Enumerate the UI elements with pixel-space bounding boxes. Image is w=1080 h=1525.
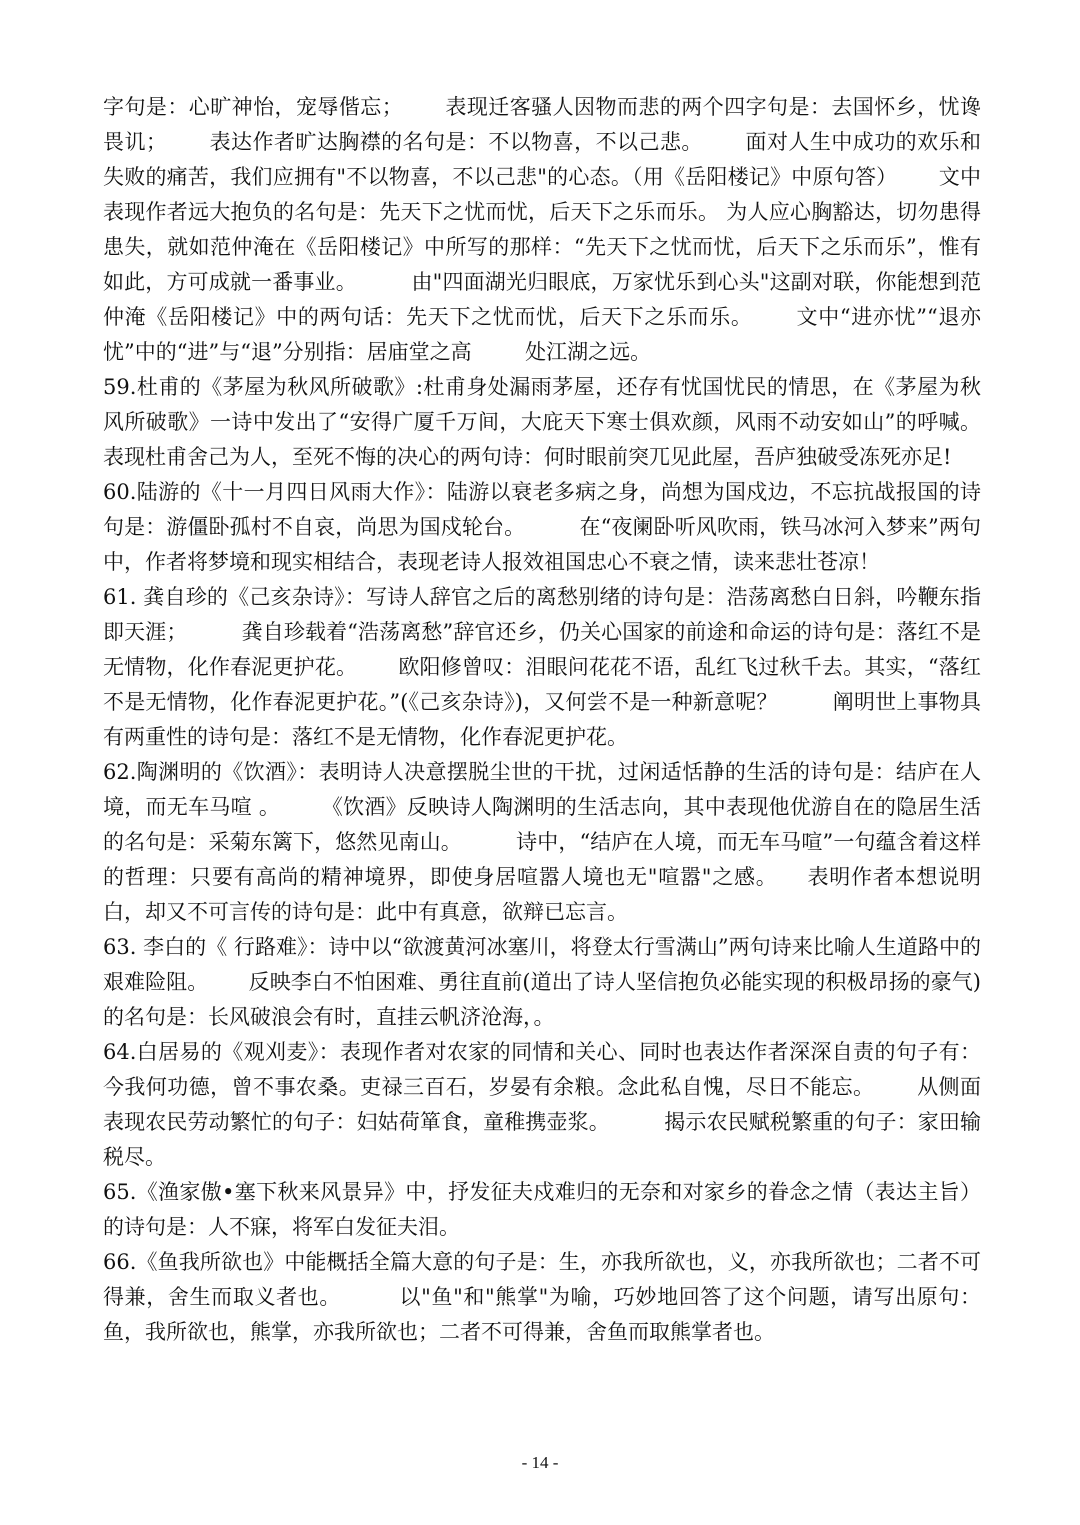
paragraph-64-bai-juyi: 64.白居易的《观刈麦》：表现作者对农家的同情和关心、同时也表达作者深深自责的句子有：今我何功德，曾不事农桑。吏禄三百石，岁晏有余粮。念此私自愧，尽日不能忘。 从侧面表现农民劳动繁忙的句子：妇姑荷箪食，童稚携壶浆。 揭示农民赋税繁重的句子：家田输税尽。 — [103, 1040, 981, 1169]
paragraph-62-tao-yuanming: 62.陶渊明的《饮酒》：表明诗人决意摆脱尘世的干扰，过闲适恬静的生活的诗句是：结庐在人境，而无车马喧 。 《饮酒》反映诗人陶渊明的生活志向，其中表现他优游自在的隐居生活的名句是：采菊东篱下，悠然见南山。 诗中，“结庐在人境，而无车马喧”一句蕴含着这样的哲理：只要有高尚的精神境界，即使身居喧嚣人境也无"喧嚣"之感。 表明作者本想说明白，却又不可言传的诗句是：此中有真意，欲辩已忘言。 — [103, 760, 981, 924]
paragraph-59-du-fu: 59.杜甫的《茅屋为秋风所破歌》:杜甫身处漏雨茅屋，还存有忧国忧民的情思，在《茅屋为秋风所破歌》一诗中发出了“安得广厦千万间，大庇天下寒士俱欢颜，风雨不动安如山”的呼喊。 表现杜甫舍己为人，至死不悔的决心的两句诗：何时眼前突兀见此屋，吾庐独破受冻死亦足! — [103, 375, 1022, 469]
paragraph-61-gong-zizhen: 61. 龚自珍的《己亥杂诗》：写诗人辞官之后的离愁别绪的诗句是：浩荡离愁白日斜，吟鞭东指即天涯； 龚自珍载着“浩荡离愁”辞官还乡，仍关心国家的前途和命运的诗句是：落红不是无情物，化作春泥更护花。 欧阳修曾叹：泪眼问花花不语，乱红飞过秋千去。其实，“落红不是无情物，化作春泥更护花。”(《己亥杂诗》)，又何尝不是一种新意呢？ 阐明世上事物具有两重性的诗句是：落红不是无情物，化作春泥更护花。 — [103, 585, 981, 749]
paragraph-66-yu-wo-suo-yu: 66.《鱼我所欲也》中能概括全篇大意的句子是：生，亦我所欲也，义，亦我所欲也；二者不可得兼，舍生而取义者也。 以"鱼"和"熊掌"为喻，巧妙地回答了这个问题，请写出原句：鱼，我所欲也，熊掌，亦我所欲也；二者不可得兼，舍鱼而取熊掌者也。 — [103, 1250, 981, 1344]
paragraph-65-yujiaao: 65.《渔家傲•塞下秋来风景异》中，抒发征夫戍难归的无奈和对家乡的眷念之情（表达主旨）的诗句是：人不寐，将军白发征夫泪。 — [103, 1180, 981, 1239]
paragraph-60-lu-you: 60.陆游的《十一月四日风雨大作》：陆游以衰老多病之身，尚想为国戍边，不忘抗战报国的诗句是：游僵卧孤村不自哀，尚思为国戍轮台。 在“夜阑卧听风吹雨，铁马冰河入梦来”两句中，作者将梦境和现实相结合，表现老诗人报效祖国忠心不衰之情，读来悲壮苍凉！ — [103, 480, 981, 574]
paragraph-yueyanglou: 字句是：心旷神怡，宠辱偕忘； 表现迁客骚人因物而悲的两个四字句是：去国怀乡，忧谗畏讥； 表达作者旷达胸襟的名句是：不以物喜，不以己悲。 面对人生中成功的欢乐和失败的痛苦，我们应拥有"不以物喜，不以己悲"的心态。（用《岳阳楼记》中原句答） 文中表现作者远大抱负的名句是：先天下之忧而忧，后天下之乐而乐。 为人应心胸豁达，切勿患得患失，就如范仲淹在《岳阳楼记》中所写的那样：“先天下之忧而忧，后天下之乐而乐”，惟有如此，方可成就一番事业。 由"四面湖光归眼底，万家忧乐到心头"这副对联，你能想到范仲淹《岳阳楼记》中的两句话：先天下之忧而忧，后天下之乐而乐。 文中“进亦忧”“退亦忧”中的“进”与“退”分别指：居庙堂之高 处江湖之远。 — [103, 95, 981, 364]
page-number: - 14 - — [521, 1453, 559, 1472]
document-body — [103, 90, 1022, 1350]
paragraph-63-li-bai: 63. 李白的《 行路难》：诗中以“欲渡黄河冰塞川，将登太行雪满山”两句诗来比喻人生道路中的艰难险阻。 反映李白不怕困难、勇往直前(道出了诗人坚信抱负必能实现的积极昂扬的豪气)的名句是：长风破浪会有时，直挂云帆济沧海，。 — [103, 935, 981, 1029]
